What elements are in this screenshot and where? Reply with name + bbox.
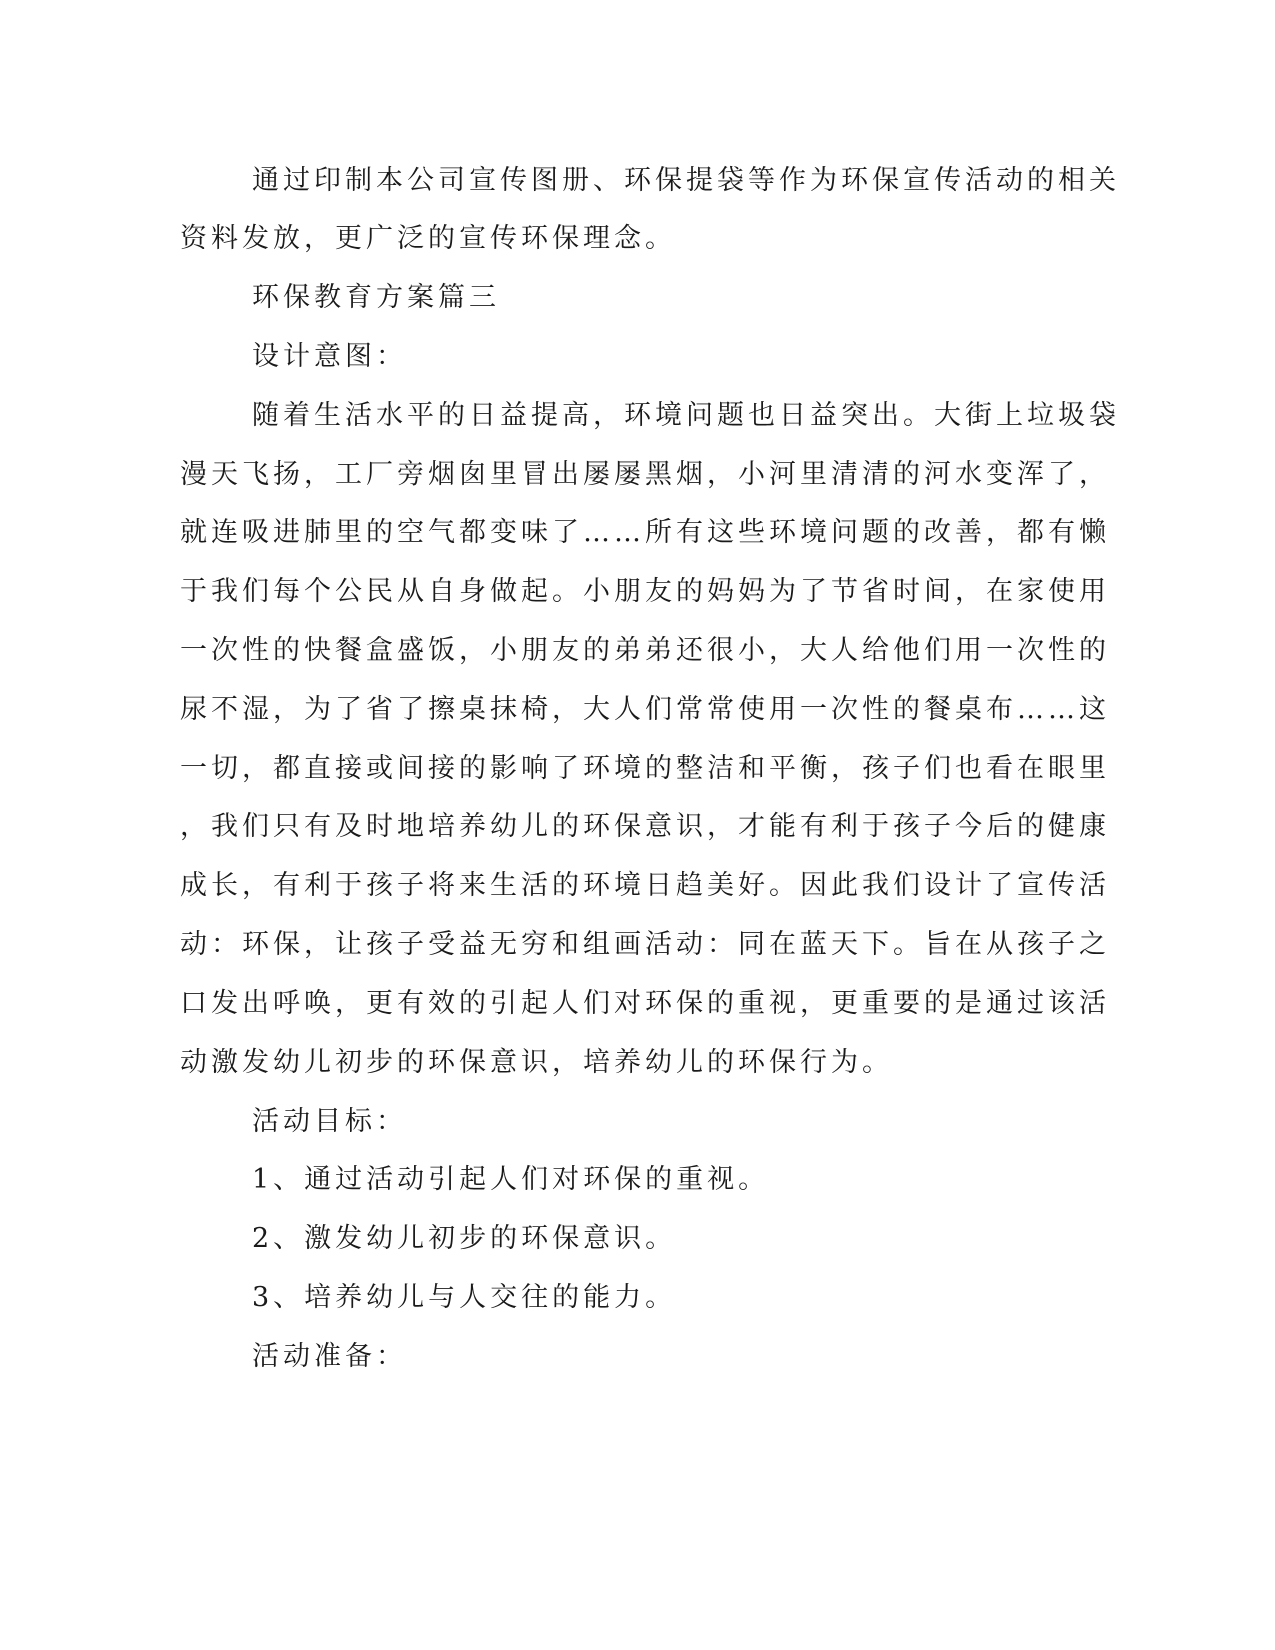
list-item: 1、通过活动引起人们对环保的重视。	[252, 1164, 770, 1195]
paragraph-line: 于我们每个公民从自身做起。小朋友的妈妈为了节省时间，在家使用	[180, 576, 1110, 607]
paragraph-line: 一次性的快餐盒盛饭，小朋友的弟弟还很小，大人给他们用一次性的	[180, 635, 1110, 666]
list-item: 2、激发幼儿初步的环保意识。	[252, 1223, 677, 1254]
paragraph-line: 就连吸进肺里的空气都变味了……所有这些环境问题的改善，都有懒	[180, 517, 1110, 548]
paragraph-line: 资料发放，更广泛的宣传环保理念。	[180, 223, 676, 254]
paragraph-line: 漫天飞扬，工厂旁烟囱里冒出屡屡黑烟，小河里清清的河水变浑了，	[180, 459, 1110, 490]
paragraph-line: 尿不湿，为了省了擦桌抹椅，大人们常常使用一次性的餐桌布……这	[180, 694, 1110, 725]
paragraph-line: 口发出呼唤，更有效的引起人们对环保的重视，更重要的是通过该活	[180, 988, 1110, 1019]
subsection-heading: 活动准备：	[252, 1341, 407, 1372]
section-heading: 环保教育方案篇三	[252, 282, 500, 313]
paragraph-line: 一切，都直接或间接的影响了环境的整洁和平衡，孩子们也看在眼里	[180, 753, 1110, 784]
subsection-heading: 设计意图：	[252, 341, 407, 372]
paragraph-line: 成长，有利于孩子将来生活的环境日趋美好。因此我们设计了宣传活	[180, 870, 1110, 901]
paragraph-line: 动激发幼儿初步的环保意识，培养幼儿的环保行为。	[180, 1047, 893, 1078]
paragraph-line: ，我们只有及时地培养幼儿的环保意识，才能有利于孩子今后的健康	[180, 811, 1110, 842]
paragraph-line: 随着生活水平的日益提高，环境问题也日益突出。大街上垃圾袋	[252, 400, 1120, 431]
subsection-heading: 活动目标：	[252, 1106, 407, 1137]
paragraph-line: 动：环保，让孩子受益无穷和组画活动：同在蓝天下。旨在从孩子之	[180, 929, 1110, 960]
paragraph-line: 通过印制本公司宣传图册、环保提袋等作为环保宣传活动的相关	[252, 165, 1120, 196]
list-item: 3、培养幼儿与人交往的能力。	[252, 1282, 677, 1313]
